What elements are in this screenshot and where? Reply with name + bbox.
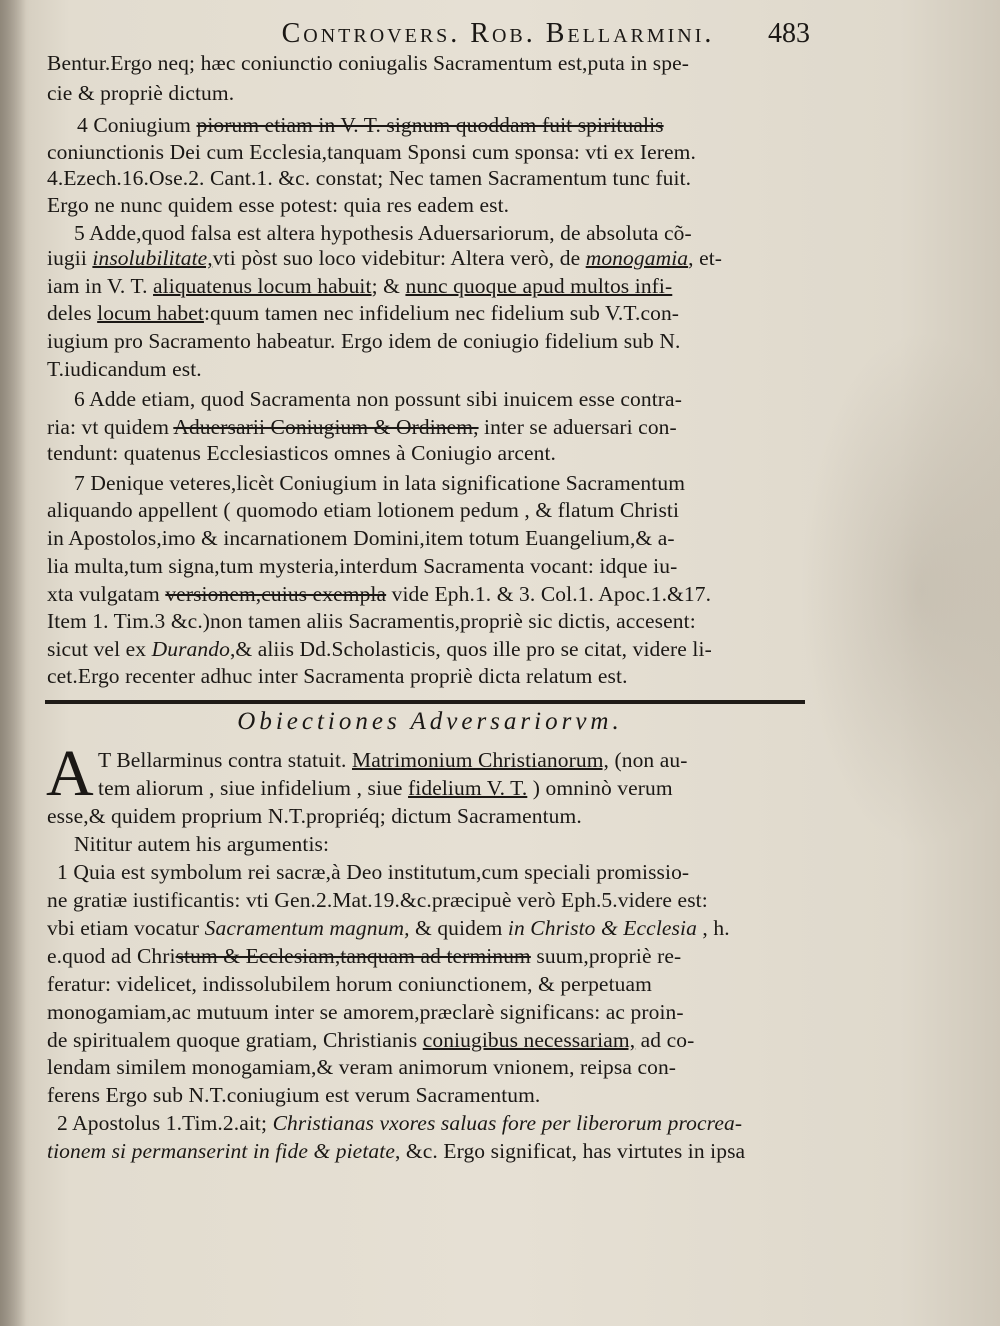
text-line (47, 190, 509, 220)
text-line (47, 48, 689, 78)
text-segment: sicut vel ex (47, 637, 152, 661)
text-segment: , h. (696, 916, 730, 940)
text-segment: 6 Adde etiam, quod Sacramenta non possunt sibi inuicem esse contra- (74, 387, 682, 411)
text-line (47, 243, 722, 273)
text-segment: nunc quoque apud multos infi- (405, 274, 673, 298)
text-segment: vide Eph.1. & 3. Col.1. Apoc.1.&17. (386, 582, 712, 606)
text-segment: stum & Ecclesiam,tanquam ad terminum (175, 944, 531, 968)
ink-bleed-through (800, 330, 1000, 850)
text-segment: deles (47, 301, 98, 325)
text-segment: monogamia (585, 246, 689, 270)
text-line (47, 326, 680, 356)
text-segment: vti pòst suo loco videbitur: Altera verò, de (212, 246, 586, 270)
text-segment: 4 Coniugium (77, 113, 197, 137)
text-segment: de spiritualem quoque gratiam, Christianis (47, 1028, 423, 1052)
text-segment: Ergo ne nunc quidem esse potest: quia res eadem est. (47, 193, 510, 217)
text-segment: ad co- (635, 1028, 695, 1052)
text-segment: xta vulgatam (47, 582, 166, 606)
text-line (47, 801, 582, 831)
text-segment: in Apostolos,imo & incarnationem Domini,item totum Euangelium,& a- (47, 526, 675, 550)
text-segment: iugii (47, 246, 93, 270)
text-segment: :quum tamen nec infidelium nec fidelium sub V.T.con- (203, 301, 680, 325)
text-segment: piorum etiam in V. T. signum quoddam fuit spiritualis (196, 113, 664, 137)
text-segment: ,& aliis Dd.Scholasticis, quos ille pro se citat, videre li- (229, 637, 712, 661)
text-segment: feratur: videlicet, indissolubilem horum coniunctionem, & perpetuam (47, 972, 652, 996)
text-line (47, 1025, 694, 1055)
text-line (47, 634, 712, 664)
section-rule-top (45, 700, 805, 704)
text-segment: e.quod ad Chri (47, 944, 176, 968)
text-segment: (non au- (609, 748, 688, 772)
text-line (47, 271, 672, 301)
text-segment: tem aliorum , siue infidelium , siue (98, 776, 409, 800)
text-segment: 4.Ezech.16.Ose.2. Cant.1. &c. constat; Nec tamen Sacramentum tunc fuit. (47, 166, 692, 190)
running-header: Controvers. Rob. Bellarmini. (281, 18, 715, 49)
text-segment: cet.Ergo recenter adhuc inter Sacramenta propriè dicta relatum est. (47, 664, 628, 688)
text-line (47, 941, 681, 971)
text-line (47, 354, 202, 384)
text-line (47, 885, 708, 915)
text-segment: Aduersarii Coniugium & Ordinem, (173, 415, 479, 439)
text-segment: 5 Adde,quod falsa est altera hypothesis Aduersariorum, de absoluta cõ- (74, 221, 692, 245)
section-title: Obiectiones Adversariorvm. (237, 708, 623, 735)
text-segment: in Christo & Ecclesia (507, 916, 697, 940)
text-line (47, 661, 628, 691)
text-segment: lia multa,tum signa,tum mysteria,interdum Sacramenta vocant: idque iu- (47, 554, 678, 578)
text-segment: T.iudicandum est. (47, 357, 202, 381)
text-line (74, 384, 682, 414)
text-segment: locum habet (97, 301, 204, 325)
text-segment: vbi etiam vocatur (47, 916, 205, 940)
text-line (57, 857, 689, 887)
text-segment: 2 Apostolus 1.Tim.2.ait; (57, 1111, 273, 1135)
text-segment: Nititur autem his argumentis: (74, 832, 330, 856)
text-line (47, 969, 652, 999)
text-segment: versionem,cuius exempla (165, 582, 387, 606)
text-segment: ) omninò verum (527, 776, 673, 800)
text-segment: tendunt: quatenus Ecclesiasticos omnes à Coniugio arcent. (47, 441, 557, 465)
text-segment: insolubilitate, (92, 246, 213, 270)
page-number: 483 (768, 18, 810, 49)
text-line (98, 745, 688, 775)
text-segment: ria: vt quidem (47, 415, 174, 439)
text-segment: cie & propriè dictum. (47, 81, 235, 105)
text-segment: ; & (371, 274, 406, 298)
text-segment: Item 1. Tim.3 &c.)non tamen aliis Sacramentis,propriè sic dictis, accesent: (47, 609, 696, 633)
text-line (47, 579, 711, 609)
text-segment: , &c. Ergo significat, has virtutes in ipsa (394, 1139, 746, 1163)
text-line (47, 997, 684, 1027)
text-line (74, 829, 329, 859)
text-segment: ne gratiæ iustificantis: vti Gen.2.Mat.19.&c.præcipuè verò Eph.5.videre est: (47, 888, 708, 912)
text-segment: Sacramentum magnum, (204, 916, 410, 940)
text-segment: & quidem (409, 916, 508, 940)
text-segment: T Bellarminus contra statuit. (98, 748, 352, 772)
text-segment: iam in V. T. (47, 274, 154, 298)
drop-cap: A (46, 737, 94, 810)
text-line (47, 913, 730, 943)
text-line (47, 298, 679, 328)
text-segment: Durando (151, 637, 230, 661)
text-line (47, 495, 679, 525)
text-line (47, 163, 691, 193)
text-segment: Matrimonium Christianorum, (352, 748, 609, 772)
text-line (47, 438, 556, 468)
gutter-shadow (0, 0, 26, 1326)
text-line (47, 523, 675, 553)
text-segment: Christianas vxores saluas fore per liberorum procrea- (272, 1111, 743, 1135)
text-line (74, 468, 685, 498)
text-segment: coniugibus necessariam, (422, 1028, 636, 1052)
text-line (47, 1052, 676, 1082)
text-segment: inter se aduersari con- (478, 415, 677, 439)
text-segment: iugium pro Sacramento habeatur. Ergo idem de coniugio fidelium sub N. (47, 329, 681, 353)
text-segment: fidelium V. T. (408, 776, 528, 800)
text-segment: aliquando appellent ( quomodo etiam lotionem pedum , & flatum Christi (47, 498, 680, 522)
text-line (98, 773, 673, 803)
text-segment: coniunctionis Dei cum Ecclesia,tanquam Sponsi cum sponsa: vti ex Ierem. (47, 140, 696, 164)
text-line (47, 551, 677, 581)
text-line (47, 78, 234, 108)
text-segment: aliquatenus locum habuit (153, 274, 372, 298)
text-segment: lendam similem monogamiam,& veram animorum vnionem, reipsa con- (47, 1055, 677, 1079)
text-segment: suum,propriè re- (530, 944, 682, 968)
text-segment: esse,& quidem proprium N.T.propriéq; dictum Sacramentum. (47, 804, 582, 828)
text-segment: ferens Ergo sub N.T.coniugium est verum Sacramentum. (47, 1083, 541, 1107)
text-line (47, 606, 696, 636)
text-line (47, 1080, 540, 1110)
text-line (77, 110, 664, 140)
text-segment: , et- (688, 246, 723, 270)
text-segment: monogamiam,ac mutuum inter se amorem,præclarè significans: ac proin- (47, 1000, 684, 1024)
text-line (47, 1136, 745, 1166)
text-line (57, 1108, 742, 1138)
text-segment: 7 Denique veteres,licèt Coniugium in lata significatione Sacramentum (74, 471, 686, 495)
text-segment: tionem si permanserint in fide & pietate (47, 1139, 395, 1163)
text-segment: 1 Quia est symbolum rei sacræ,à Deo institutum,cum speciali promissio- (57, 860, 690, 884)
text-segment: Bentur.Ergo neq; hæc coniunctio coniugalis Sacramentum est,puta in spe- (47, 51, 690, 75)
